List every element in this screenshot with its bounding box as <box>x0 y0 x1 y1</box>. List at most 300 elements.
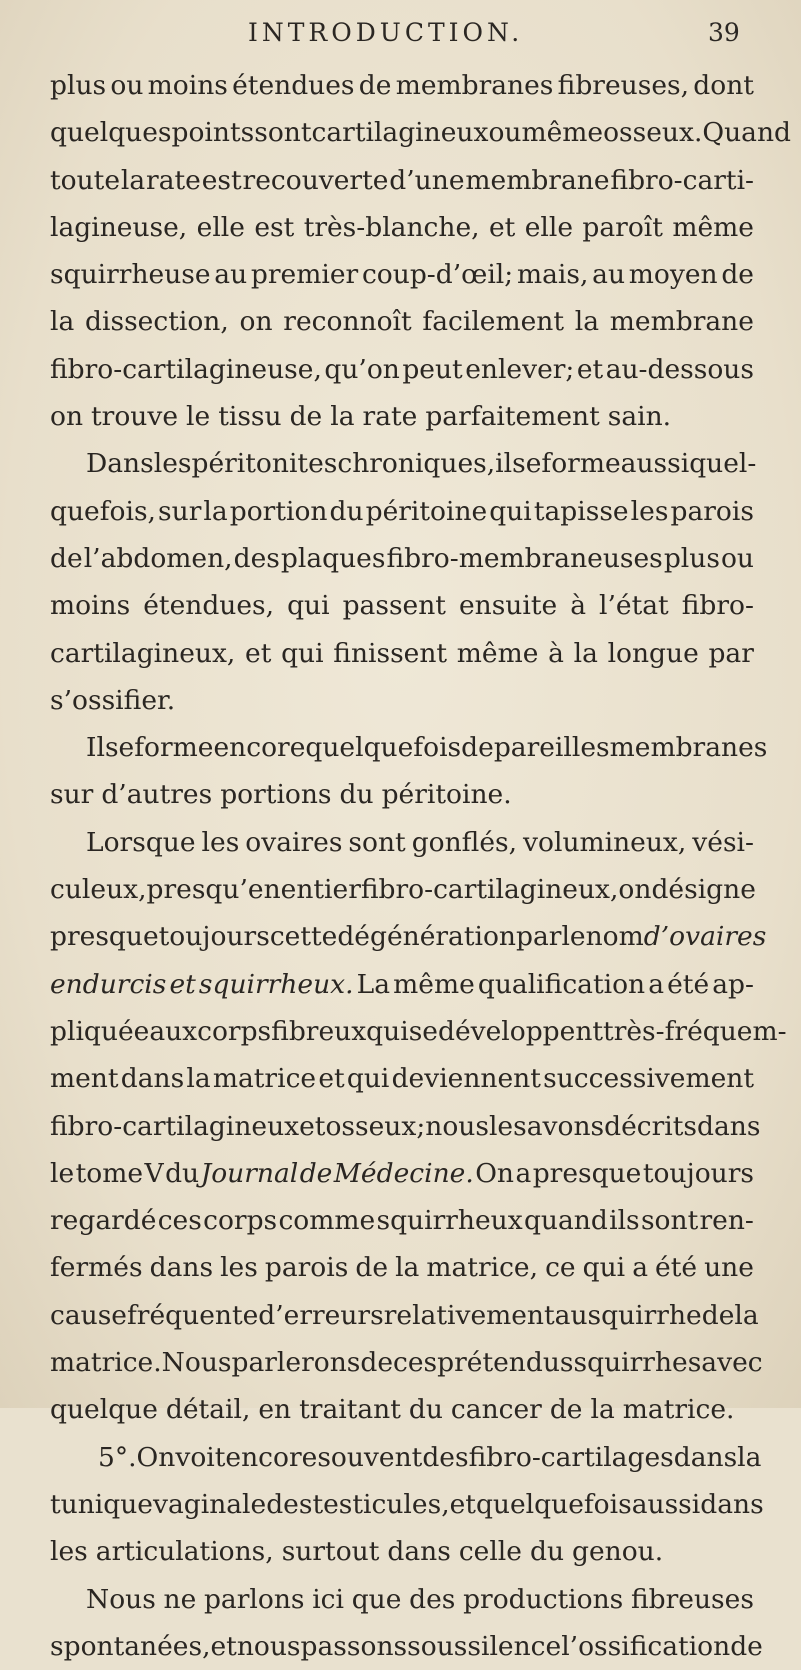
word: étendues, <box>143 590 275 622</box>
word: elle <box>196 211 245 243</box>
text-line <box>50 1623 763 1670</box>
word: au <box>592 259 626 291</box>
word: la <box>395 1252 420 1284</box>
text-line <box>50 157 754 204</box>
word: tunique <box>50 1488 153 1520</box>
word: aussi <box>620 448 690 480</box>
word: ensuite <box>458 590 558 622</box>
word: la <box>737 1441 762 1473</box>
word: portions <box>220 779 332 811</box>
word: membrane <box>609 306 754 338</box>
word: et <box>169 968 196 1000</box>
word: regardé <box>50 1205 157 1237</box>
text-line <box>50 204 754 251</box>
word: cartilagineux, <box>50 637 236 669</box>
word: de <box>549 1394 583 1426</box>
word: la <box>120 164 146 196</box>
word: qui <box>366 1015 409 1047</box>
word: même <box>393 968 475 1000</box>
word: à <box>548 637 564 669</box>
word: V <box>144 1157 164 1189</box>
word: recouverte <box>242 164 389 196</box>
running-title: INTRODUCTION. <box>248 18 524 47</box>
word: qui <box>489 495 532 527</box>
text-line <box>50 724 768 771</box>
word: fermés <box>50 1252 143 1284</box>
word: toujours <box>158 921 270 953</box>
word: points <box>171 117 255 149</box>
word: l’ossification <box>561 1630 731 1662</box>
word: de <box>355 1252 389 1284</box>
word: fibro-carti- <box>610 164 754 196</box>
word: quand <box>523 1205 608 1237</box>
word: mais, <box>516 259 589 291</box>
word: se <box>512 448 542 480</box>
word: même <box>456 637 539 669</box>
word: aussi <box>631 1488 701 1520</box>
word: nous <box>425 1110 489 1142</box>
word: ces <box>157 1205 202 1237</box>
word: paroît <box>582 211 663 243</box>
word: on <box>618 874 652 906</box>
word: presque <box>50 921 159 953</box>
word: parois <box>264 1252 349 1284</box>
word: osseux; <box>325 1110 426 1142</box>
word: la <box>203 495 228 527</box>
word: Il <box>86 732 105 764</box>
word: sain. <box>607 401 672 433</box>
text-line <box>50 630 754 677</box>
word: premier <box>250 259 359 291</box>
word: nous <box>236 1630 301 1662</box>
word: ces <box>393 1347 438 1379</box>
word: ren- <box>699 1205 754 1237</box>
word: qui <box>281 637 324 669</box>
word: moins <box>147 70 228 101</box>
word: de <box>360 1347 394 1379</box>
word: au-dessous <box>605 353 754 385</box>
word: la <box>734 1299 759 1331</box>
word: du <box>165 1157 200 1189</box>
word: parlons <box>203 1583 305 1615</box>
word: des <box>422 1441 469 1473</box>
word: fibro-membraneuses <box>386 542 663 574</box>
word: au <box>554 1299 588 1331</box>
word: d’erreurs <box>258 1299 384 1331</box>
word: même <box>672 211 754 243</box>
word: squirrheux <box>376 1205 523 1237</box>
word: squirrheux. <box>198 968 354 1000</box>
word: portion <box>229 495 328 527</box>
word: dans <box>697 1110 761 1142</box>
word: squirrheuse <box>50 259 211 291</box>
word: toute <box>50 164 121 196</box>
word: d’une <box>389 164 465 196</box>
word: productions <box>463 1583 624 1615</box>
word: spontanées, <box>50 1630 211 1662</box>
word: la <box>573 637 598 669</box>
word: corps <box>203 1205 278 1237</box>
word: celle <box>458 1536 522 1568</box>
word: dissection, <box>85 306 229 338</box>
text-line <box>50 1103 761 1150</box>
word: se <box>104 732 135 764</box>
word: se <box>408 1015 438 1047</box>
text-line <box>50 1528 754 1575</box>
word: et <box>576 353 604 385</box>
word: le <box>186 401 211 433</box>
word: détail, <box>165 1394 251 1426</box>
word: Lorsque <box>86 826 196 858</box>
word: été <box>667 968 710 1000</box>
word: parlerons <box>231 1347 361 1379</box>
word: fibreuses, <box>557 70 690 101</box>
word: plaques <box>280 542 386 574</box>
word: de <box>701 1299 735 1331</box>
word: décrits <box>604 1110 698 1142</box>
word: enlever; <box>465 353 575 385</box>
text-line <box>50 1292 759 1339</box>
word: parfaitement <box>425 401 600 433</box>
word: développent <box>437 1015 604 1047</box>
word: souvent <box>317 1441 423 1473</box>
word: cartilagineux <box>311 117 489 149</box>
word: squirrhe <box>587 1299 702 1331</box>
word: avec <box>701 1347 763 1379</box>
word: de <box>721 259 754 291</box>
word: culeux, <box>50 874 147 906</box>
word: dégénération <box>337 921 516 953</box>
word: prétendus <box>437 1347 574 1379</box>
word: forme <box>541 448 621 480</box>
word: Dans <box>86 448 154 480</box>
word: successivement <box>543 1063 754 1095</box>
word: été <box>655 1252 698 1284</box>
word: les <box>630 495 669 527</box>
word: tissu <box>218 401 282 433</box>
word: des <box>266 1488 313 1520</box>
text-line <box>50 488 754 535</box>
page-number: 39 <box>708 18 740 47</box>
text-line <box>50 913 767 960</box>
word: volumineux, <box>523 826 687 858</box>
word: d’ovaires <box>643 921 767 953</box>
word: voit <box>175 1441 226 1473</box>
text-line <box>50 677 754 724</box>
text-line <box>50 771 754 818</box>
word: sont <box>254 117 312 149</box>
word: a <box>515 1157 532 1189</box>
text-line <box>50 535 754 582</box>
word: fibro-cartilagineux <box>50 1110 300 1142</box>
word: cette <box>269 921 338 953</box>
word: de <box>461 732 494 764</box>
text-line <box>50 346 754 393</box>
word: encore <box>213 732 306 764</box>
word: ap- <box>712 968 754 1000</box>
word: au <box>214 259 248 291</box>
text-line <box>50 866 754 913</box>
word: dans <box>673 1441 738 1473</box>
word: pareilles <box>493 732 610 764</box>
text-line <box>50 1008 787 1055</box>
word: tome <box>75 1157 144 1189</box>
word: toujours <box>642 1157 754 1189</box>
word: une <box>704 1252 754 1284</box>
word: trouve <box>91 401 179 433</box>
word: fibro- <box>681 590 754 622</box>
word: ne <box>163 1583 197 1615</box>
word: qui <box>287 590 330 622</box>
word: ou <box>720 542 754 574</box>
word: les <box>50 1536 88 1568</box>
word: dont <box>693 70 754 101</box>
word: par <box>708 637 754 669</box>
word: membrane <box>465 164 610 196</box>
word: moins <box>50 590 131 622</box>
word: On <box>136 1441 176 1473</box>
text-line <box>50 1197 754 1244</box>
word: et <box>318 1063 345 1095</box>
word: ovaires <box>245 826 343 858</box>
word: les <box>488 1110 527 1142</box>
word: entier <box>280 874 361 906</box>
text-line <box>50 1434 762 1481</box>
word: fibro-cartilagineux, <box>360 874 619 906</box>
word: péritonites <box>191 448 338 480</box>
word: ou <box>110 70 144 101</box>
word: fibro-cartilagineuse, <box>50 353 322 385</box>
word: longue <box>607 637 699 669</box>
word: ou <box>488 117 522 149</box>
word: Nous <box>86 1583 156 1615</box>
word: sont <box>640 1205 699 1237</box>
word: Journal <box>200 1157 299 1189</box>
text-line <box>50 961 754 1008</box>
word: du <box>329 495 364 527</box>
word: on <box>239 306 273 338</box>
word: genou. <box>572 1536 664 1568</box>
text-line <box>50 1481 764 1528</box>
word: quel- <box>689 448 757 480</box>
word: On <box>475 1157 514 1189</box>
word: étendues <box>232 70 355 101</box>
word: et <box>245 637 272 669</box>
word: passent <box>342 590 446 622</box>
word: il <box>495 448 513 480</box>
word: la <box>50 306 75 338</box>
word: testicules, <box>312 1488 450 1520</box>
word: quelques <box>50 117 172 149</box>
word: les <box>201 826 240 858</box>
word: la <box>590 1394 615 1426</box>
word: ment <box>50 1063 119 1095</box>
word: quelque <box>50 1394 158 1426</box>
word: matrice, <box>426 1252 539 1284</box>
word: ce <box>545 1252 576 1284</box>
word: aux <box>149 1015 198 1047</box>
word: silence <box>467 1630 562 1662</box>
text-line <box>50 1576 754 1623</box>
word: qui <box>582 1252 626 1284</box>
word: peut <box>402 353 463 385</box>
word: désigne <box>651 874 756 906</box>
word: l’abdomen, <box>83 542 233 574</box>
word: péritoine. <box>381 779 512 811</box>
word: péritoine <box>365 495 488 527</box>
word: et <box>299 1110 326 1142</box>
word: en <box>258 1394 292 1426</box>
word: plus <box>50 70 107 101</box>
word: Quand <box>702 117 791 149</box>
word: surtout <box>281 1536 380 1568</box>
word: articulations, <box>95 1536 274 1568</box>
text-line <box>50 1339 763 1386</box>
word: a <box>648 968 665 1000</box>
word: sont <box>348 826 406 858</box>
text-line <box>50 251 754 298</box>
word: presqu’en <box>146 874 281 906</box>
word: rate <box>362 401 418 433</box>
word: 5°. <box>98 1441 137 1473</box>
word: du <box>529 1536 565 1568</box>
word: de <box>50 542 83 574</box>
word: fibro-cartilages <box>468 1441 674 1473</box>
text-line <box>50 1055 754 1102</box>
text-line <box>50 1150 754 1197</box>
word: est <box>201 164 242 196</box>
word: du <box>408 1394 443 1426</box>
text-line <box>50 109 791 156</box>
text-line <box>50 1244 754 1291</box>
text-line <box>50 819 754 866</box>
word: s’ossifier. <box>50 684 176 716</box>
word: que <box>351 1583 402 1615</box>
word: quelquefois <box>305 732 462 764</box>
word: le <box>561 921 586 953</box>
word: membranes <box>609 732 768 764</box>
word: des <box>409 1583 456 1615</box>
word: sous <box>407 1630 468 1662</box>
word: de <box>299 1157 333 1189</box>
word: cancer <box>450 1394 542 1426</box>
word: de <box>730 1630 763 1662</box>
word: matrice. <box>50 1347 162 1379</box>
word: facilement <box>422 306 565 338</box>
word: la <box>330 401 355 433</box>
word: sur <box>50 779 94 811</box>
word: qui <box>346 1063 390 1095</box>
word: tapisse <box>533 495 629 527</box>
word: de <box>358 70 392 101</box>
word: presque <box>532 1157 642 1189</box>
word: relativement <box>383 1299 555 1331</box>
word: ils <box>609 1205 640 1237</box>
word: par <box>516 921 562 953</box>
word: dans <box>120 1063 185 1095</box>
running-head <box>0 18 801 58</box>
word: quefois, <box>50 495 156 527</box>
word: les <box>220 1252 258 1284</box>
text-line <box>50 298 754 345</box>
word: du <box>339 779 374 811</box>
word: matrice. <box>622 1394 735 1426</box>
word: est <box>254 211 295 243</box>
word: rate <box>146 164 201 196</box>
word: Médecine. <box>333 1157 474 1189</box>
word: fibreux <box>271 1015 367 1047</box>
word: les <box>153 448 192 480</box>
word: moyen <box>628 259 718 291</box>
word: ici <box>312 1583 344 1615</box>
word: fibreuses <box>631 1583 754 1615</box>
word: endurcis <box>50 968 167 1000</box>
word: avons <box>526 1110 605 1142</box>
word: matrice <box>212 1063 317 1095</box>
word: deviennent <box>391 1063 541 1095</box>
word: qu’on <box>324 353 400 385</box>
word: reconnoît <box>283 306 412 338</box>
word: qualification <box>477 968 646 1000</box>
word: plus <box>663 542 720 574</box>
word: traitant <box>299 1394 401 1426</box>
word: et <box>210 1630 237 1662</box>
word: le <box>50 1157 75 1189</box>
word: cause <box>50 1299 127 1331</box>
word: membranes <box>395 70 554 101</box>
word: encore <box>225 1441 318 1473</box>
word: fréquente <box>127 1299 259 1331</box>
word: forme <box>134 732 214 764</box>
word: elle <box>524 211 574 243</box>
word: comme <box>278 1205 376 1237</box>
word: dans <box>149 1252 214 1284</box>
word: squirrhes <box>573 1347 702 1379</box>
word: d’autres <box>101 779 213 811</box>
word: osseux. <box>603 117 703 149</box>
word: Nous <box>161 1347 232 1379</box>
word: La <box>356 968 391 1000</box>
word: vési- <box>692 826 754 858</box>
text-line <box>50 440 757 487</box>
word: parois <box>670 495 754 527</box>
word: corps <box>197 1015 272 1047</box>
word: coup-d’œil; <box>361 259 514 291</box>
word: gonflés, <box>411 826 518 858</box>
word: on <box>50 401 84 433</box>
word: chroniques, <box>337 448 496 480</box>
word: vaginale <box>152 1488 267 1520</box>
word: et <box>488 211 516 243</box>
word: la <box>186 1063 211 1095</box>
text-line <box>50 393 754 440</box>
word: passons <box>300 1630 408 1662</box>
word: à <box>570 590 586 622</box>
word: très-fréquem- <box>603 1015 787 1047</box>
word: de <box>289 401 323 433</box>
word: sur <box>158 495 202 527</box>
word: très-blanche, <box>303 211 480 243</box>
word: quelquefois <box>475 1488 632 1520</box>
text-line <box>50 62 754 109</box>
word: même <box>521 117 604 149</box>
word: dans <box>700 1488 764 1520</box>
text-line <box>50 582 754 629</box>
word: finissent <box>333 637 448 669</box>
word: des <box>233 542 280 574</box>
word: pliquée <box>50 1015 150 1047</box>
word: la <box>574 306 600 338</box>
